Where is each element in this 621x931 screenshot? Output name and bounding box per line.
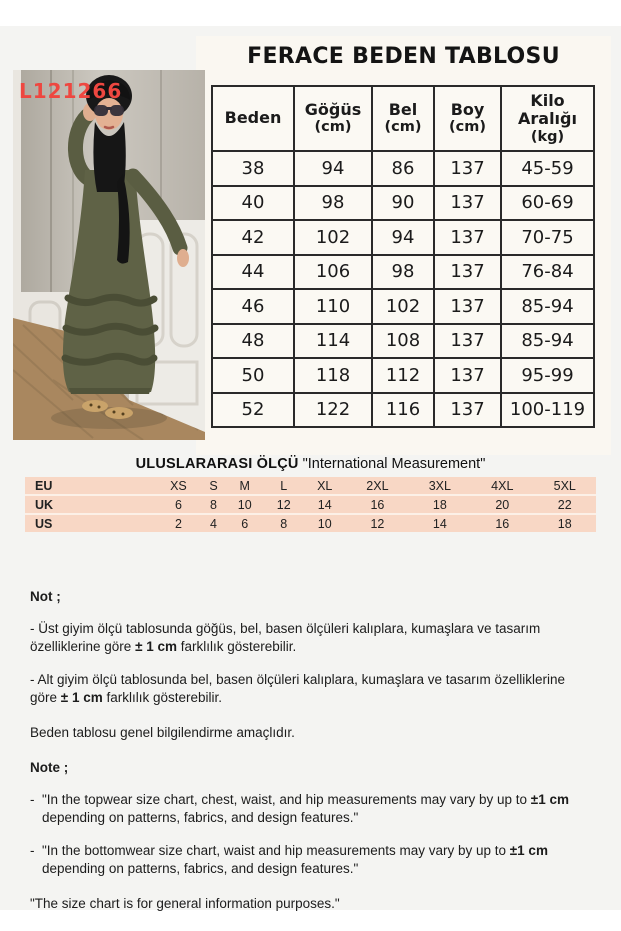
- product-photo: [13, 70, 205, 440]
- size-cell: 114: [294, 324, 372, 359]
- size-cell: 76-84: [501, 255, 594, 290]
- size-row: [212, 220, 594, 255]
- intl-cell: 3XL: [409, 477, 471, 495]
- notes-en-footer: "The size chart is for general information purposes.": [30, 896, 340, 911]
- note-text: "In the topwear size chart, chest, waist, and hip measurements may vary by up to ±1 cm depending on patterns, fabrics, and design features.": [42, 792, 569, 825]
- size-col-header: Beden: [212, 86, 294, 151]
- size-cell: 137: [434, 186, 501, 221]
- size-col-header: Bel (cm): [372, 86, 434, 151]
- size-row: [212, 289, 594, 324]
- note-text: "In the bottomwear size chart, waist and hip measurements may vary by up to ±1 cm depending on patterns, fabrics, and design features.": [42, 843, 548, 876]
- size-cell: 137: [434, 289, 501, 324]
- size-table-body: [212, 151, 594, 427]
- international-title: [0, 456, 621, 472]
- size-cell: 40: [212, 186, 294, 221]
- intl-cell: 12: [346, 514, 408, 532]
- size-cell: 44: [212, 255, 294, 290]
- size-cell: 94: [294, 151, 372, 186]
- intl-cell: 2: [155, 514, 202, 532]
- size-cell: 118: [294, 358, 372, 393]
- size-cell: 90: [372, 186, 434, 221]
- product-code-label: L121266: [19, 79, 123, 103]
- notes-tr-footer: Beden tablosu genel bilgilendirme amaçlıdır.: [30, 725, 295, 740]
- size-cell: 85-94: [501, 324, 594, 359]
- intl-cell: 5XL: [534, 477, 597, 495]
- international-table: [25, 477, 596, 532]
- international-title-bold: ULUSLARARASI ÖLÇÜ: [135, 456, 299, 472]
- intl-cell: 4: [202, 514, 225, 532]
- intl-cell: 4XL: [471, 477, 533, 495]
- intl-cell: 18: [409, 495, 471, 514]
- intl-row: [25, 477, 596, 495]
- intl-cell: 2XL: [346, 477, 408, 495]
- size-cell: 48: [212, 324, 294, 359]
- size-cell: 85-94: [501, 289, 594, 324]
- size-cell: 137: [434, 220, 501, 255]
- size-cell: 102: [294, 220, 372, 255]
- size-cell: 110: [294, 289, 372, 324]
- size-cell: 106: [294, 255, 372, 290]
- intl-cell: 10: [303, 514, 346, 532]
- note-marker: -: [30, 843, 35, 858]
- note-item: [30, 620, 595, 656]
- notes-tr-heading: Not ;: [30, 589, 61, 604]
- intl-row: [25, 514, 596, 532]
- size-row: [212, 255, 594, 290]
- intl-cell: S: [202, 477, 225, 495]
- notes-en-list: [30, 791, 595, 878]
- size-cell: 86: [372, 151, 434, 186]
- note-text: - Üst giyim ölçü tablosunda göğüs, bel, basen ölçüleri kalıplara, kumaşlara ve tasarım özelliklerine göre ± 1 cm farklılık gösterebilir.: [30, 621, 541, 654]
- size-row: [212, 393, 594, 428]
- size-cell: 116: [372, 393, 434, 428]
- intl-cell: M: [225, 477, 264, 495]
- intl-cell: 14: [409, 514, 471, 532]
- intl-table-body: [25, 477, 596, 532]
- intl-cell: 6: [155, 495, 202, 514]
- intl-cell: L: [264, 477, 303, 495]
- size-cell: 70-75: [501, 220, 594, 255]
- intl-cell: 20: [471, 495, 533, 514]
- intl-row: [25, 495, 596, 514]
- size-cell: 45-59: [501, 151, 594, 186]
- note-text: - Alt giyim ölçü tablosunda bel, basen ölçüleri kalıplara, kumaşlara ve tasarım özelliklerine göre ± 1 cm farklılık gösterebilir.: [30, 672, 566, 705]
- size-col-header: Boy (cm): [434, 86, 501, 151]
- size-cell: 137: [434, 151, 501, 186]
- intl-region-cell: EU: [25, 477, 155, 495]
- size-cell: 137: [434, 393, 501, 428]
- size-cell: 137: [434, 358, 501, 393]
- notes-section: [30, 588, 595, 913]
- note-item: [30, 791, 595, 827]
- size-cell: 52: [212, 393, 294, 428]
- model-illustration: [13, 70, 205, 440]
- intl-region-cell: US: [25, 514, 155, 532]
- size-row: [212, 151, 594, 186]
- size-chart-title: FERACE BEDEN TABLOSU: [247, 44, 560, 69]
- size-cell: 98: [294, 186, 372, 221]
- intl-cell: 8: [202, 495, 225, 514]
- intl-cell: XL: [303, 477, 346, 495]
- size-cell: 100-119: [501, 393, 594, 428]
- note-item: [30, 671, 595, 707]
- size-cell: 98: [372, 255, 434, 290]
- size-cell: 95-99: [501, 358, 594, 393]
- note-item: [30, 842, 595, 878]
- size-row: [212, 324, 594, 359]
- intl-cell: XS: [155, 477, 202, 495]
- size-cell: 102: [372, 289, 434, 324]
- intl-cell: 16: [471, 514, 533, 532]
- size-cell: 38: [212, 151, 294, 186]
- size-cell: 60-69: [501, 186, 594, 221]
- size-col-header: Göğüs (cm): [294, 86, 372, 151]
- size-cell: 94: [372, 220, 434, 255]
- size-cell: 137: [434, 255, 501, 290]
- intl-cell: 22: [534, 495, 597, 514]
- size-cell: 46: [212, 289, 294, 324]
- intl-cell: 16: [346, 495, 408, 514]
- size-col-header: Kilo Aralığı (kg): [501, 86, 594, 151]
- notes-tr-list: [30, 620, 595, 707]
- size-table-header-row: [212, 86, 594, 151]
- intl-cell: 18: [534, 514, 597, 532]
- intl-cell: 10: [225, 495, 264, 514]
- intl-cell: 6: [225, 514, 264, 532]
- size-row: [212, 358, 594, 393]
- note-marker: -: [30, 792, 35, 807]
- international-title-quote: "International Measurement": [302, 456, 486, 472]
- size-cell: 112: [372, 358, 434, 393]
- size-table: [211, 85, 595, 428]
- size-cell: 50: [212, 358, 294, 393]
- size-cell: 108: [372, 324, 434, 359]
- intl-cell: 14: [303, 495, 346, 514]
- size-row: [212, 186, 594, 221]
- size-cell: 137: [434, 324, 501, 359]
- size-cell: 42: [212, 220, 294, 255]
- intl-cell: 8: [264, 514, 303, 532]
- intl-cell: 12: [264, 495, 303, 514]
- notes-en-heading: Note ;: [30, 760, 69, 775]
- size-cell: 122: [294, 393, 372, 428]
- intl-region-cell: UK: [25, 495, 155, 514]
